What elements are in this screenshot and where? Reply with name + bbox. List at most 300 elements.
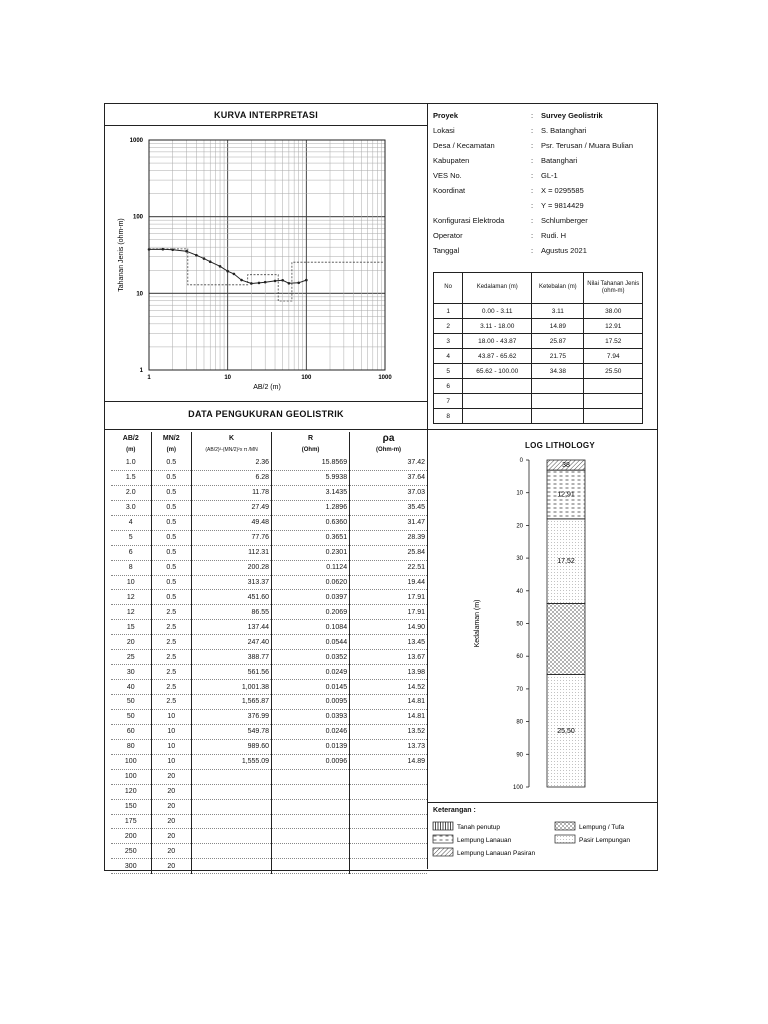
measured-data-point [162,248,165,251]
meas-header-r: R [272,432,350,444]
measurement-row [111,456,427,470]
project-info-value: Batanghari [541,156,578,165]
meas-header-ab2: AB/2 [122,434,139,442]
meas-ab2: 3.0 [111,500,151,515]
meas-ab2: 25 [111,650,151,665]
y-tick-label: 100 [132,214,143,221]
project-info-value: X = 0295585 [541,186,584,195]
legend-label: Lempung / Tufa [579,824,625,831]
meas-ab2: 30 [111,665,151,680]
layer-thickness [532,394,584,409]
project-info-row [433,157,653,169]
meas-k: 1,001.38 [192,680,272,695]
layer-row [434,304,643,319]
meas-mn2: 10 [151,724,192,739]
project-info-colon: : [531,156,534,165]
meas-ab2: 120 [111,784,151,799]
meas-mn2: 2.5 [151,680,192,695]
project-info-colon: : [531,201,534,210]
measured-data-point [185,250,188,253]
meas-rho [350,829,427,844]
project-info-row [433,232,653,244]
meas-rho [350,859,427,874]
plot-frame [149,140,385,370]
meas-mn2: 0.5 [151,470,192,485]
layer-no: 1 [434,304,463,319]
meas-mn2: 2.5 [151,620,192,635]
meas-ab2: 50 [111,695,151,710]
meas-rho [350,844,427,859]
meas-r: 0.0145 [272,680,350,695]
measured-data-point [203,257,206,260]
layer-no: 5 [434,364,463,379]
y-axis-label: Tahanan Jenis (ohm-m) [118,218,125,292]
measured-data-point [240,279,243,282]
meas-mn2: 2.5 [151,635,192,650]
meas-k: 376.99 [192,709,272,724]
project-info-colon: : [531,171,534,180]
lithology-layer [547,603,585,674]
project-info-label: Lokasi [433,126,455,135]
meas-ab2: 100 [111,769,151,784]
layer-no: 4 [434,349,463,364]
measured-data-point [209,260,212,263]
meas-rho: 37.64 [350,470,427,485]
meas-k: 6.28 [192,470,272,485]
meas-rho: 13.52 [350,724,427,739]
meas-k [192,844,272,859]
layer-resistivity [584,394,643,409]
meas-mn2: 20 [151,769,192,784]
meas-k: 451.60 [192,590,272,605]
meas-r: 0.0544 [272,635,350,650]
measurement-row [111,515,427,530]
depth-axis-label: Kedalaman (m) [474,599,481,648]
meas-header-mn2: MN/2 [151,432,192,444]
layer-resistivity [584,379,643,394]
layer-row [434,394,643,409]
meas-unit-ab2: (m) [126,447,136,453]
measurement-row [111,814,427,829]
project-info-value: Psr. Terusan / Muara Bulian [541,141,633,150]
depth-tick-label: 70 [516,686,523,693]
x-tick-label: 1000 [378,375,392,381]
meas-ab2: 250 [111,844,151,859]
meas-r: 0.3651 [272,530,350,545]
meas-r: 0.0620 [272,575,350,590]
meas-k [192,799,272,814]
measurement-row [111,859,427,874]
layer-no: 3 [434,334,463,349]
x-tick-label: 1 [147,375,151,381]
meas-mn2: 0.5 [151,575,192,590]
legend-swatch [433,822,453,830]
meas-mn2: 20 [151,784,192,799]
project-info-value: Agustus 2021 [541,246,587,255]
meas-r [272,829,350,844]
depth-tick-label: 30 [516,556,523,563]
x-tick-label: 100 [301,375,312,381]
project-info-row [433,217,653,229]
meas-rho [350,784,427,799]
layer-row [434,409,643,424]
project-info-label: Tanggal [433,246,460,255]
measurement-row [111,724,427,739]
legend-swatch [555,835,575,843]
layer-row [434,334,643,349]
meas-r: 5.9938 [272,470,350,485]
meas-ab2: 10 [111,575,151,590]
meas-mn2: 20 [151,844,192,859]
meas-rho [350,799,427,814]
meas-k: 86.55 [192,605,272,620]
meas-ab2: 8 [111,560,151,575]
measurement-row [111,575,427,590]
meas-rho: 13.73 [350,739,427,754]
meas-mn2: 0.5 [151,545,192,560]
measurement-row [111,665,427,680]
layer-no: 6 [434,379,463,394]
measurement-row [111,829,427,844]
meas-rho: 13.45 [350,635,427,650]
meas-mn2: 2.5 [151,695,192,710]
meas-k [192,814,272,829]
layer-resistivity: 38.00 [584,304,643,319]
meas-rho: 35.45 [350,500,427,515]
measured-data-point [288,282,291,285]
measured-data-point [281,279,284,282]
measured-data-point [148,248,151,251]
layer-no: 7 [434,394,463,409]
layer-resistivity: 17.52 [584,334,643,349]
meas-r: 15.8569 [272,456,350,470]
meas-rho: 14.81 [350,709,427,724]
meas-k: 313.37 [192,575,272,590]
meas-k: 388.77 [192,650,272,665]
meas-ab2: 80 [111,739,151,754]
meas-rho: 31.47 [350,515,427,530]
project-info-row [433,127,653,139]
legend-label: Lempung Lanauan Pasiran [457,850,536,857]
project-info-label: Operator [433,231,463,240]
measurement-row [111,799,427,814]
project-info-label: Koordinat [433,186,466,195]
meas-mn2: 0.5 [151,590,192,605]
layer-row [434,364,643,379]
measured-data-point [274,280,277,283]
meas-header-rho: ρa [350,432,427,444]
layer-resistivity: 7.94 [584,349,643,364]
layer-thickness: 21.75 [532,349,584,364]
lithology-log [427,430,657,800]
depth-tick-label: 60 [516,654,523,661]
layer-header-thickness: Ketebalan (m) [532,273,584,304]
project-info-row [433,202,653,214]
meas-rho: 25.84 [350,545,427,560]
meas-ab2: 175 [111,814,151,829]
legend-swatch [433,848,453,856]
project-info-label: Desa / Kecamatan [433,141,495,150]
project-info-label: Kabupaten [433,156,470,165]
meas-k: 11.78 [192,485,272,500]
legend [427,814,657,874]
measurement-row [111,769,427,784]
meas-mn2: 0.5 [151,515,192,530]
meas-unit-r: (Ohm) [272,444,350,456]
layer-header-no: No [434,273,463,304]
layer-depth [463,409,532,424]
meas-r: 0.1124 [272,560,350,575]
layer-thickness [532,379,584,394]
project-info-colon: : [531,111,534,120]
meas-unit-k: (AB/2)²-(MN/2)²x π /MN [192,444,272,456]
layer-thickness: 34.38 [532,364,584,379]
y-tick-label: 1000 [129,138,143,144]
project-info-colon: : [531,141,534,150]
measured-data-point [250,282,253,285]
meas-r: 0.1084 [272,620,350,635]
layer-no: 8 [434,409,463,424]
meas-rho: 14.89 [350,754,427,769]
depth-tick-label: 20 [516,523,523,530]
meas-k: 561.56 [192,665,272,680]
measured-data-point [258,282,261,285]
meas-r: 0.0096 [272,754,350,769]
measurement-row [111,530,427,545]
meas-r: 0.0246 [272,724,350,739]
meas-mn2: 0.5 [151,456,192,470]
meas-ab2: 12 [111,605,151,620]
legend-swatch [433,835,453,843]
meas-ab2: 4 [111,515,151,530]
meas-mn2: 10 [151,739,192,754]
layer-row [434,379,643,394]
meas-rho: 14.52 [350,680,427,695]
legend-label: Tanah penutup [457,824,501,831]
layer-depth: 3.11 - 18.00 [463,319,532,334]
meas-k: 2.36 [192,456,272,470]
meas-ab2: 6 [111,545,151,560]
lithology-layer-label: 17,52 [557,558,575,566]
layer-depth: 18.00 - 43.87 [463,334,532,349]
measured-data-point [264,281,267,284]
meas-mn2: 0.5 [151,530,192,545]
depth-tick-label: 0 [519,458,523,464]
project-info-value: Y = 9814429 [541,201,584,210]
measurement-row [111,709,427,724]
meas-r: 3.1435 [272,485,350,500]
meas-k: 137.44 [192,620,272,635]
meas-mn2: 2.5 [151,650,192,665]
measurement-row [111,680,427,695]
meas-k: 1,565.87 [192,695,272,710]
layer-resistivity: 12.91 [584,319,643,334]
x-tick-label: 10 [224,375,232,381]
meas-r [272,799,350,814]
depth-tick-label: 100 [512,785,523,791]
meas-r [272,844,350,859]
meas-mn2: 2.5 [151,665,192,680]
meas-r: 0.2069 [272,605,350,620]
measurement-row [111,605,427,620]
meas-mn2: 20 [151,859,192,874]
meas-r: 0.2301 [272,545,350,560]
meas-r: 0.0397 [272,590,350,605]
measurement-row [111,590,427,605]
measurement-row [111,470,427,485]
geoelectric-report-sheet [104,103,658,871]
layer-thickness: 14.89 [532,319,584,334]
layer-depth [463,379,532,394]
meas-rho: 14.90 [350,620,427,635]
meas-ab2: 100 [111,754,151,769]
meas-unit-mn2: (m) [151,444,192,456]
measured-data-point [305,279,308,282]
meas-mn2: 20 [151,814,192,829]
measured-data-point [171,248,174,251]
meas-mn2: 0.5 [151,485,192,500]
meas-rho: 17.91 [350,605,427,620]
measure-title: DATA PENGUKURAN GEOLISTRIK [188,409,344,419]
legend-divider [427,802,657,803]
meas-ab2: 50 [111,709,151,724]
measurement-row [111,545,427,560]
project-info-row [433,142,653,154]
project-info-colon: : [531,246,534,255]
meas-ab2: 40 [111,680,151,695]
measured-data-point [233,273,236,276]
layer-thickness: 25.87 [532,334,584,349]
meas-k: 549.78 [192,724,272,739]
meas-rho: 13.98 [350,665,427,680]
meas-ab2: 2.0 [111,485,151,500]
layer-no: 2 [434,319,463,334]
project-info-row [433,187,653,199]
depth-tick-label: 80 [516,719,523,726]
curve-title: KURVA INTERPRETASI [213,110,319,120]
project-info-value: GL-1 [541,171,558,180]
measurement-row [111,739,427,754]
measured-data-point [219,265,222,268]
meas-ab2: 1.5 [111,470,151,485]
layer-header-resistivity: Nilai Tahanan Jenis (ohm-m) [584,273,643,304]
meas-r: 0.6360 [272,515,350,530]
meas-r: 0.0393 [272,709,350,724]
meas-unit-rho: (Ohm-m) [350,444,427,456]
layer-row [434,319,643,334]
meas-rho: 14.81 [350,695,427,710]
meas-mn2: 20 [151,799,192,814]
project-info-value: Survey Geolistrik [541,111,603,120]
measured-data-point [297,281,300,284]
measured-data-point [195,254,198,257]
layer-depth: 43.87 - 65.62 [463,349,532,364]
meas-rho: 37.03 [350,485,427,500]
meas-rho [350,814,427,829]
lithology-layer-label: 25,50 [557,727,575,735]
layer-row [434,349,643,364]
curve-grid [149,140,385,370]
legend-title: Keterangan : [433,807,476,814]
measurement-row [111,500,427,515]
meas-rho: 17.91 [350,590,427,605]
measurement-row [111,754,427,769]
y-tick-label: 1 [139,368,143,374]
meas-rho: 22.51 [350,560,427,575]
project-info-label: Proyek [433,111,459,120]
meas-r: 0.0249 [272,665,350,680]
meas-ab2: 300 [111,859,151,874]
layer-depth: 0.00 - 3.11 [463,304,532,319]
meas-k: 77.76 [192,530,272,545]
legend-label: Pasir Lempungan [579,837,630,844]
meas-k: 112.31 [192,545,272,560]
layer-resistivity [584,409,643,424]
meas-ab2: 12 [111,590,151,605]
project-info-colon: : [531,126,534,135]
measured-data-point [226,270,229,273]
y-tick-label: 10 [136,291,143,298]
legend-label: Lempung Lanauan [457,837,512,844]
project-info-value: S. Batanghari [541,126,587,135]
x-axis-label: AB/2 (m) [253,384,281,391]
lithology-layer-label: 38 [562,462,570,470]
meas-r [272,814,350,829]
meas-ab2: 60 [111,724,151,739]
measurement-row [111,635,427,650]
layer-resistivity: 25.50 [584,364,643,379]
meas-r: 1.2896 [272,500,350,515]
meas-k: 989.60 [192,739,272,754]
project-info-value: Schlumberger [541,216,588,225]
project-info-row [433,172,653,184]
meas-mn2: 20 [151,829,192,844]
meas-rho: 19.44 [350,575,427,590]
layer-depth [463,394,532,409]
meas-k [192,769,272,784]
project-info-value: Rudi. H [541,231,567,240]
meas-ab2: 200 [111,829,151,844]
meas-ab2: 20 [111,635,151,650]
meas-r [272,769,350,784]
measurement-table [111,432,427,874]
measurement-row [111,620,427,635]
meas-mn2: 0.5 [151,560,192,575]
meas-rho: 13.67 [350,650,427,665]
project-info-colon: : [531,231,534,240]
meas-mn2: 0.5 [151,500,192,515]
measurement-row [111,485,427,500]
meas-k [192,784,272,799]
depth-tick-label: 90 [516,752,523,759]
meas-k [192,829,272,844]
meas-ab2: 1.0 [111,456,151,470]
project-info-label: VES No. [433,171,462,180]
depth-tick-label: 50 [516,621,523,628]
measurement-row [111,695,427,710]
project-info-colon: : [531,216,534,225]
meas-r: 0.0352 [272,650,350,665]
project-info-row [433,247,653,259]
measure-title-divider [105,429,427,430]
resistivity-curve-chart [105,104,427,401]
meas-k: 200.28 [192,560,272,575]
meas-rho: 37.42 [350,456,427,470]
meas-r [272,784,350,799]
measurement-row [111,844,427,859]
meas-mn2: 10 [151,754,192,769]
project-info-label: Konfigurasi Elektroda [433,216,505,225]
